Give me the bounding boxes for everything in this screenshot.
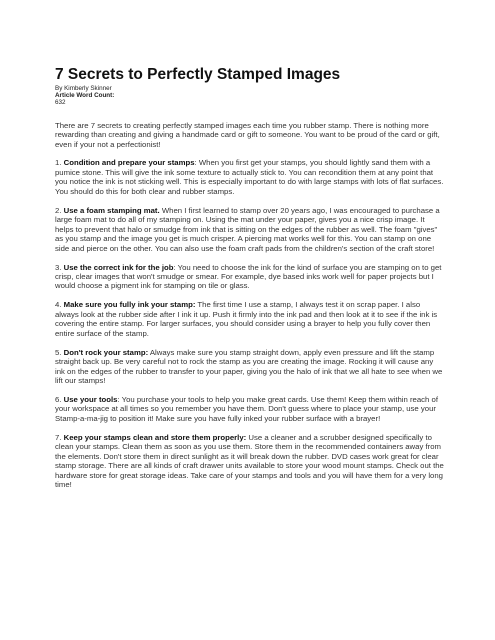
article-byline: By Kimberly Skinner: [55, 85, 112, 92]
secret-body: : You need to choose the ink for the kind of surface you are stamping on to get crisp, clear images that won't smudge or smear. For example, dye based inks work well for paper projects but I would choose a pigment ink for stamping on tile or glass.: [55, 262, 442, 291]
secret-heading: Don't rock your stamp:: [63, 347, 149, 357]
article-intro: There are 7 secrets to creating perfectly stamped images each time you rubber stamp. There is nothing more rewarding than creating and giving a handmade card or gift to someone. You want to be proud of the card or gift, even if your not a perfectionist!: [55, 120, 440, 149]
secret-body: The first time I use a stamp, I always test it on scrap paper. I also always look at the rubber side after I ink it up. Push it firmly into the ink pad and then look at it to see if the ink is covering the entire stamp. For larger surfaces, you should consider using a brayer to help you fully cover then entire surface of the stamp.: [55, 300, 438, 338]
secret-body: Use a cleaner and a scrubber designed specifically to clean your stamps. Clean them as soon as you use them. Store them in the recommended containers away from the elements. Don't store them in direct sunlight as it will break down the rubber. DVD cases work great for clear stamp storage. There are all kinds of craft drawer units available to store your wood mount stamps. Check out the hardware store for great storage ideas. Take care of your stamps and tools and you will have them for a very long time!: [55, 432, 444, 490]
secret-body: Always make sure you stamp straight down, apply even pressure and lift the stamp straight back up. Be very careful not to rock the stamp as you are creating the image. Rocking it will cause any ink on the edges of the rubber to transfer to your paper, giving you the halo of ink that we all hate to see when we lift our stamps!: [55, 347, 443, 386]
secret-body: : You purchase your tools to help you make great cards. Use them! Keep them within reach of your workspace at all times so you remember you have them. Don't guess where to place your stamp, use your Stamp-a-ma-jig to position it! Make sure you have fully inked your rubber surface with a brayer!: [55, 395, 438, 423]
secret-number: 3.: [55, 262, 62, 272]
secret-heading: Use your tools: [63, 395, 118, 405]
secret-body: When I first learned to stamp over 20 years ago, I was encouraged to purchase a large foam mat to do all of my stamping on. Using the mat under your paper, gives you a nice crisp image. It helps to prevent that halo or smudge from ink that is sitting on the edges of the rubber as well. The foam "gives" as you stamp and the image you get is much crisper. A piercing mat works well for this. You can stamp on one side and pierce on the other. You can also use the foam craft pads from the children's section of the craft store!: [55, 205, 440, 253]
word-count-label: Article Word Count:: [55, 92, 115, 100]
article-title: 7 Secrets to Perfectly Stamped Images: [55, 66, 341, 83]
secret-paragraph-2: [55, 206, 445, 253]
secret-heading: Keep your stamps clean and store them properly:: [63, 432, 247, 442]
secret-number: 7.: [55, 432, 62, 442]
secret-number: 1.: [55, 158, 62, 168]
secret-heading: Make sure you fully ink your stamp:: [63, 300, 196, 310]
secret-paragraph-1: [55, 158, 445, 196]
secret-heading: Use the correct ink for the job: [63, 262, 174, 272]
secret-number: 5.: [55, 347, 62, 357]
secret-body: : When you first get your stamps, you should lightly sand them with a pumice stone. This will give the ink some texture to actually stick to. You can recondition them at any point that you notice the ink is not sticking well. This is especially important to do with large stamps with lots of flat surfaces. You should do this for both clear and rubber stamps.: [55, 158, 444, 196]
word-count-value: 632: [55, 99, 66, 107]
article-meta: [55, 85, 445, 107]
article-page: [55, 66, 445, 490]
secret-heading: Condition and prepare your stamps: [63, 158, 195, 168]
secret-paragraph-5: [55, 348, 445, 386]
secret-paragraph-7: [55, 433, 445, 490]
secret-paragraph-3: [55, 263, 445, 291]
secret-paragraph-4: [55, 300, 445, 338]
secret-heading: Use a foam stamping mat.: [63, 205, 160, 215]
secret-number: 4.: [55, 300, 62, 310]
secret-paragraph-6: [55, 395, 445, 423]
secret-number: 6.: [55, 395, 62, 405]
secret-number: 2.: [55, 205, 62, 215]
